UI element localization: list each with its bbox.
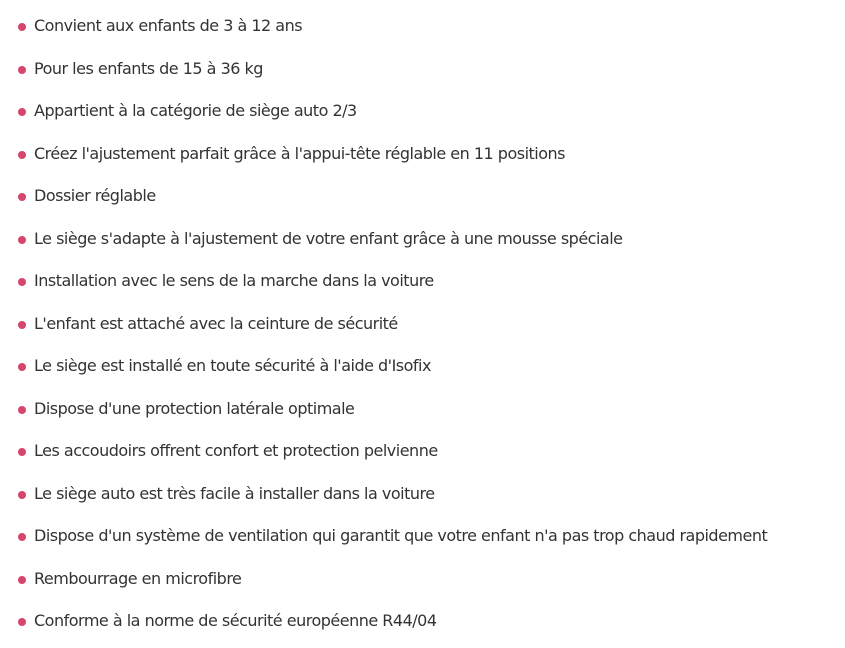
list-item — [0, 90, 845, 133]
bullet-dot-icon — [18, 278, 26, 286]
bullet-dot-icon — [18, 491, 26, 499]
feature-text: Rembourrage en microfibre — [34, 568, 242, 588]
list-item — [0, 218, 845, 261]
list-item — [0, 473, 845, 516]
list-item — [0, 48, 845, 91]
bullet-dot-icon — [18, 448, 26, 456]
feature-text: Appartient à la catégorie de siège auto 2/3 — [34, 101, 357, 121]
list-item — [0, 5, 845, 48]
list-item — [0, 133, 845, 176]
feature-list — [0, 5, 845, 643]
feature-text: Convient aux enfants de 3 à 12 ans — [34, 16, 303, 36]
feature-text: Installation avec le sens de la marche dans la voiture — [34, 271, 434, 291]
bullet-dot-icon — [18, 406, 26, 414]
list-item — [0, 388, 845, 431]
list-item — [0, 260, 845, 303]
feature-text: Le siège s'adapte à l'ajustement de votre enfant grâce à une mousse spéciale — [34, 228, 623, 248]
feature-text: Les accoudoirs offrent confort et protection pelvienne — [34, 441, 438, 461]
bullet-dot-icon — [18, 193, 26, 201]
feature-text: Dossier réglable — [34, 186, 156, 206]
bullet-dot-icon — [18, 23, 26, 31]
bullet-dot-icon — [18, 236, 26, 244]
bullet-dot-icon — [18, 363, 26, 371]
bullet-dot-icon — [18, 533, 26, 541]
feature-text: Le siège est installé en toute sécurité à l'aide d'Isofix — [34, 356, 431, 376]
feature-text: Le siège auto est très facile à installer dans la voiture — [34, 483, 435, 503]
bullet-dot-icon — [18, 66, 26, 74]
list-item — [0, 430, 845, 473]
bullet-dot-icon — [18, 151, 26, 159]
feature-text: Conforme à la norme de sécurité européenne R44/04 — [34, 611, 437, 631]
list-item — [0, 600, 845, 643]
bullet-dot-icon — [18, 576, 26, 584]
list-item — [0, 345, 845, 388]
list-item — [0, 175, 845, 218]
bullet-dot-icon — [18, 321, 26, 329]
bullet-dot-icon — [18, 108, 26, 116]
feature-text: L'enfant est attaché avec la ceinture de sécurité — [34, 313, 398, 333]
list-item — [0, 515, 845, 558]
feature-text: Dispose d'un système de ventilation qui garantit que votre enfant n'a pas trop chaud rapidement — [34, 526, 768, 546]
feature-text: Créez l'ajustement parfait grâce à l'appui-tête réglable en 11 positions — [34, 143, 565, 163]
bullet-dot-icon — [18, 618, 26, 626]
list-item — [0, 303, 845, 346]
feature-text: Pour les enfants de 15 à 36 kg — [34, 58, 263, 78]
list-item — [0, 558, 845, 601]
feature-text: Dispose d'une protection latérale optimale — [34, 398, 355, 418]
